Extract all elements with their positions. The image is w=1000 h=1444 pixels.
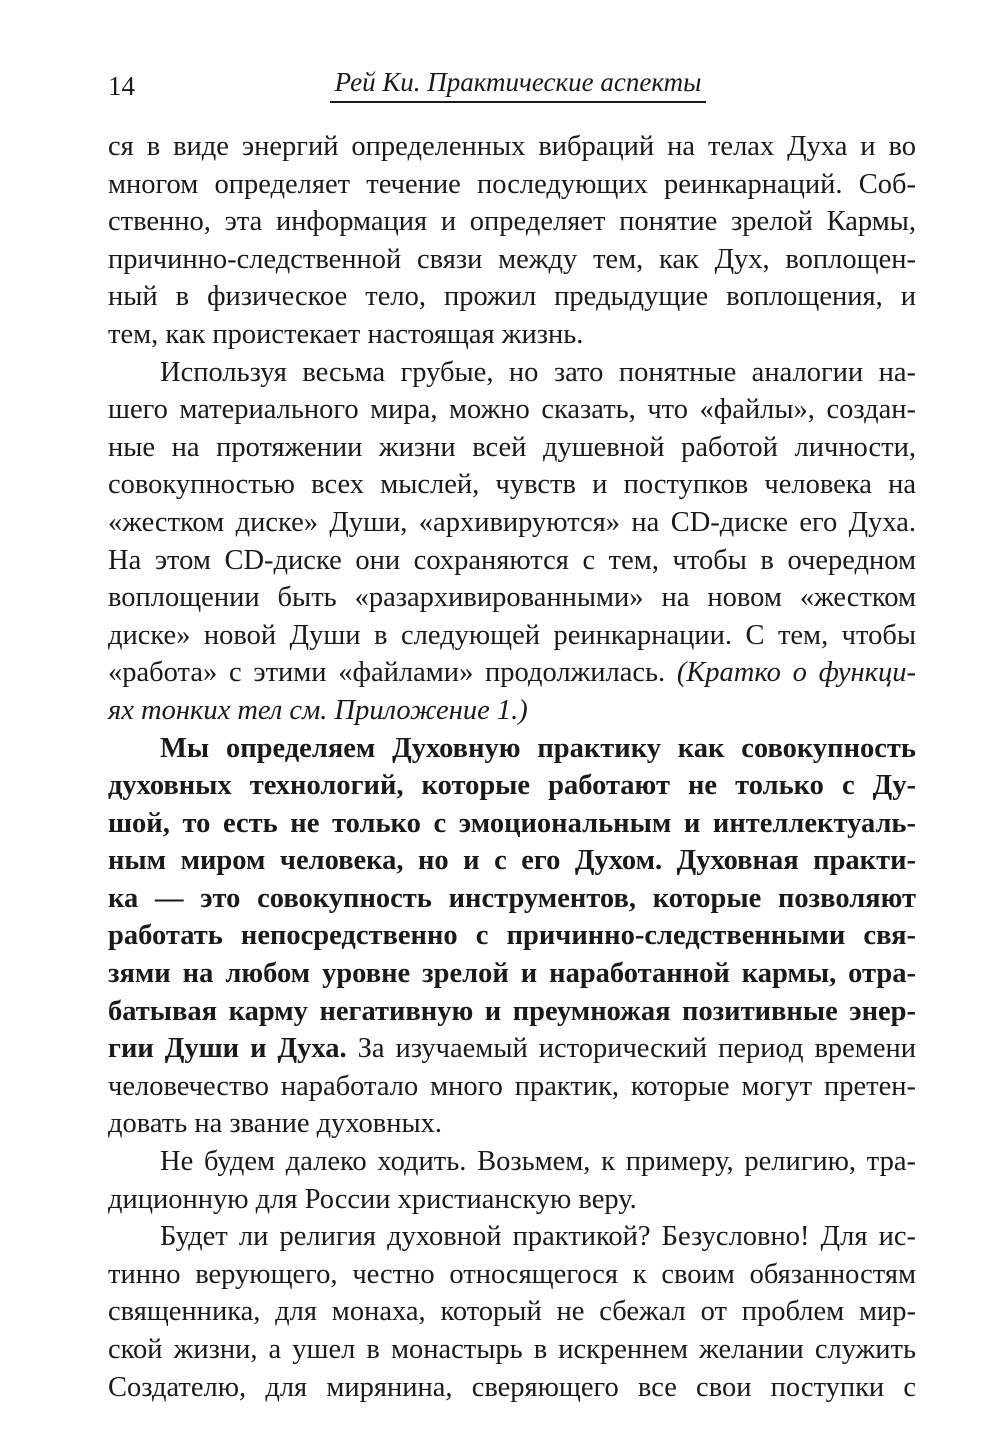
- bold-text-line: духовных технологий, которые работают не только с Ду-: [108, 770, 916, 802]
- text-line: Будет ли религия духовной практикой? Безусловно! Для ис-: [160, 1221, 916, 1253]
- header-rule: [330, 101, 706, 103]
- bold-text-line: батывая карму негативную и преумножая позитивные энер-: [108, 995, 916, 1027]
- text-line: «жестком диске» Души, «архивируются» на CD-диске его Духа.: [108, 506, 916, 538]
- text-line: довать на звание духовных.: [108, 1108, 443, 1140]
- italic-reference: (Кратко о функци-: [676, 657, 916, 689]
- running-title: Рей Ки. Практические аспекты: [334, 67, 702, 97]
- page-number: 14: [108, 71, 135, 101]
- text-line: человечество наработало много практик, которые могут претен-: [108, 1070, 916, 1102]
- text-line: тинно верующего, честно относящегося к своим обязанностям: [108, 1258, 916, 1290]
- text-line: совокупностью всех мыслей, чувств и поступков человека на: [108, 469, 916, 501]
- text-line: На этом CD-диске они сохраняются с тем, чтобы в очередном: [108, 544, 916, 576]
- paragraph-4: [108, 1143, 916, 1218]
- text-line: Используя весьма грубые, но зато понятные аналогии на-: [160, 356, 916, 388]
- text-line: шего материального мира, можно сказать, что «файлы», создан-: [108, 394, 916, 426]
- text-line: многом определяет течение последующих реинкарнаций. Соб-: [108, 168, 916, 200]
- text-span: За изучаемый исторический период времени: [346, 1033, 916, 1065]
- paragraph-5: [108, 1218, 916, 1406]
- bold-text-line: зями на любом уровне зрелой и наработанной кармы, отра-: [108, 958, 916, 990]
- text-line: [108, 1030, 916, 1068]
- text-line: ственно, эта информация и определяет понятие зрелой Кармы,: [108, 206, 916, 238]
- text-line: священника, для монаха, который не сбежал от проблем мир-: [108, 1296, 916, 1328]
- body-text: [108, 128, 916, 1406]
- text-span: «работа» с этими «файлами» продолжилась.: [108, 657, 677, 689]
- text-line: [108, 654, 916, 692]
- text-line: причинно-следственной связи между тем, как Дух, воплощен-: [108, 243, 916, 275]
- paragraph-2: [108, 354, 916, 730]
- paragraph-3: [108, 730, 916, 1144]
- text-line: воплощении быть «разархивированными» на новом «жестком: [108, 582, 916, 614]
- text-line: диционную для России христианскую веру.: [108, 1183, 637, 1215]
- text-line: тем, как проистекает настоящая жизнь.: [108, 318, 584, 350]
- text-line: диске» новой Души в следующей реинкарнации. С тем, чтобы: [108, 619, 916, 651]
- text-line: ской жизни, а ушел в монастырь в искреннем желании служить: [108, 1334, 916, 1365]
- text-line: Создателю, для мирянина, сверяющего все свои поступки с: [108, 1371, 916, 1403]
- bold-text-line: шой, то есть не только с эмоциональным и интеллектуаль-: [108, 807, 916, 839]
- paragraph-1: [108, 128, 916, 354]
- text-line: ся в виде энергий определенных вибраций на телах Духа и во: [108, 131, 916, 162]
- bold-text-line: ка — это совокупность инструментов, которые позволяют: [108, 882, 916, 914]
- text-line: Не будем далеко ходить. Возьмем, к примеру, религию, тра-: [160, 1146, 916, 1178]
- italic-reference-line: ях тонких тел см. Приложение 1.): [108, 694, 528, 726]
- bold-text-span: гии Души и Духа.: [108, 1033, 347, 1065]
- text-line: ные на протяжении жизни всей душевной работой личности,: [108, 431, 916, 463]
- text-line: ный в физическое тело, прожил предыдущие воплощения, и: [108, 281, 916, 313]
- bold-text-line: ным миром человека, но и с его Духом. Духовная практи-: [108, 845, 916, 877]
- bold-text-line: Мы определяем Духовную практику как совокупность: [160, 732, 916, 764]
- bold-text-line: работать непосредственно с причинно-следственными свя-: [108, 920, 916, 952]
